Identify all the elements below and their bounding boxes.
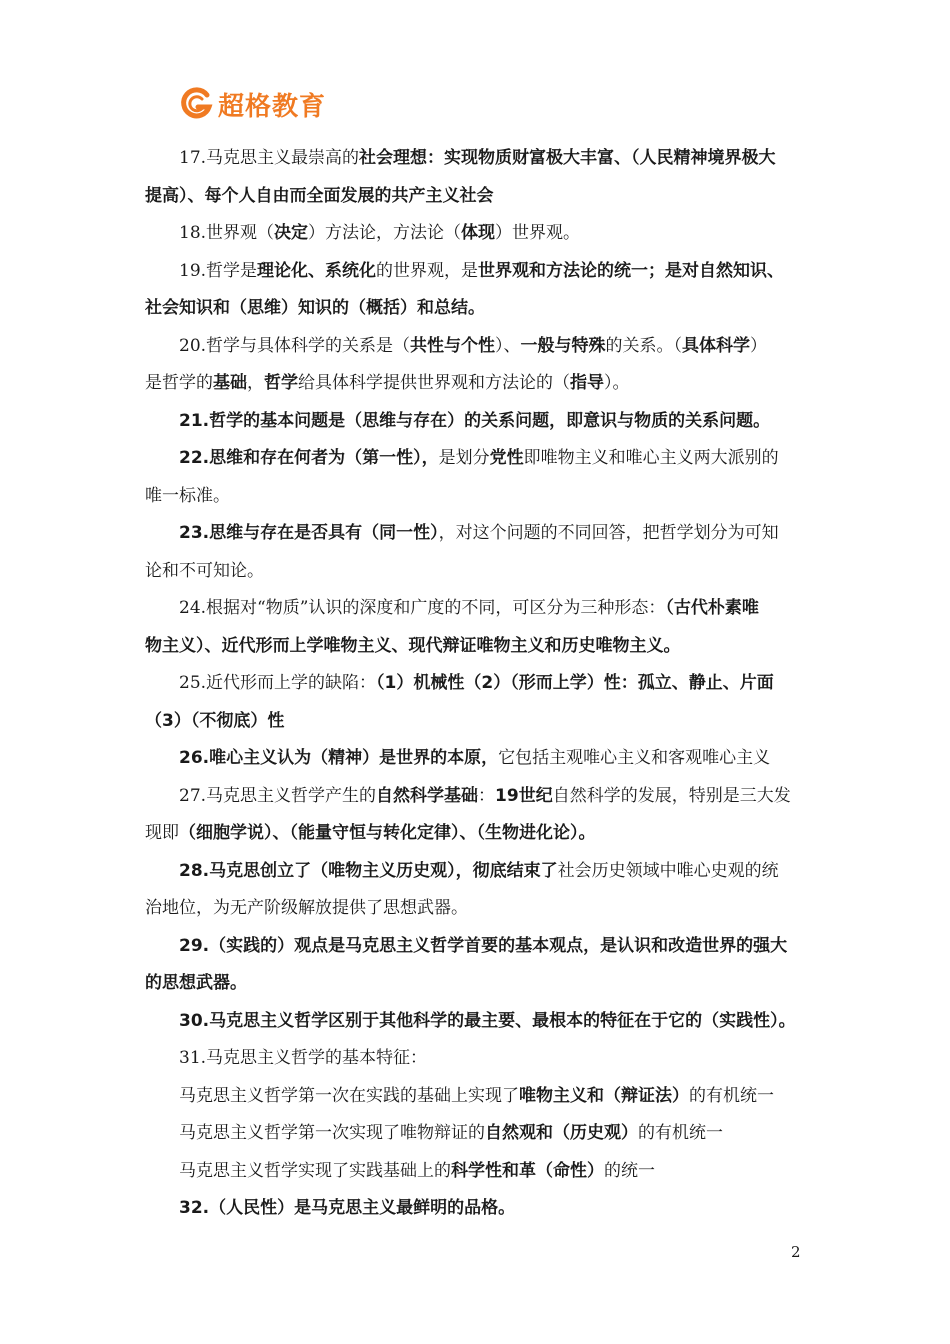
text-segment: 马克思主义哲学第一次实现了唯物辩证的: [179, 1123, 485, 1143]
text-line: [145, 853, 813, 891]
text-line: [145, 253, 813, 291]
bold-text: 26.唯心主义认为（精神）是世界的本原，: [179, 748, 499, 768]
text-segment: 社会历史领域中唯心史观的统: [557, 860, 779, 881]
text-segment: ）: [750, 335, 768, 356]
text-segment: 即唯物主义和唯心主义两大派别的: [523, 448, 779, 468]
text-segment: 的统一: [604, 1160, 655, 1181]
bold-text: 指导: [570, 373, 604, 393]
bold-text: 23.思维与存在是否具有（同一性）: [179, 523, 439, 543]
text-segment: ）方法论，方法论（: [308, 223, 462, 243]
text-segment: 治地位，为无产阶级解放提供了思想武器。: [145, 898, 468, 918]
text-line: [145, 1190, 813, 1228]
bold-text: 世界观和方法论的统一；是对自然知识、: [478, 260, 785, 281]
page-number: 2: [791, 1243, 801, 1261]
text-segment: 的有机统一: [689, 1085, 774, 1106]
text-line: [145, 628, 813, 666]
text-line: [145, 665, 813, 703]
text-segment: 现即: [145, 823, 179, 843]
text-segment: 是划分: [438, 448, 490, 468]
bold-text: 19世纪: [495, 785, 553, 806]
document-body: [145, 140, 813, 1228]
text-line: [145, 703, 813, 741]
bold-text: 体现: [461, 223, 496, 243]
text-line: [145, 1078, 813, 1116]
text-line: [145, 215, 813, 253]
text-line: [145, 365, 813, 403]
bold-text: 一般与特殊: [520, 335, 606, 356]
text-line: [145, 928, 813, 966]
text-line: [145, 290, 813, 328]
text-line: [145, 1003, 813, 1041]
text-segment: 的关系。（: [605, 335, 683, 356]
text-segment: 17.马克思主义最崇高的: [179, 148, 360, 168]
text-segment: 25.近代形而上学的缺陷：: [179, 673, 377, 693]
text-segment: 唯一标准。: [145, 485, 230, 506]
text-line: [145, 1115, 813, 1153]
text-segment: ，对这个问题的不同回答，把哲学划分为可知: [438, 523, 779, 543]
bold-text: 29.（实践的）观点是马克思主义哲学首要的基本观点，是认识和改造世界的强大: [179, 935, 788, 956]
text-line: [145, 140, 813, 178]
brand-logo: [180, 86, 326, 122]
text-line: [145, 965, 813, 1003]
text-segment: 18.世界观（: [179, 223, 275, 243]
bold-text: 哲学: [264, 373, 298, 393]
bold-text: 21.哲学的基本问题是（思维与存在）的关系问题，即意识与物质的关系问题。: [179, 410, 771, 431]
text-segment: 是哲学的: [145, 373, 213, 393]
text-line: [145, 590, 813, 628]
bold-text: 具体科学: [682, 335, 751, 356]
text-line: [145, 1040, 813, 1078]
text-segment: 19.哲学是: [179, 260, 258, 281]
text-segment: ）、: [495, 335, 521, 356]
bold-text: 自然科学基础: [376, 785, 479, 806]
text-segment: 自然科学的发展，特别是三大发: [552, 785, 791, 806]
text-segment: 31.马克思主义哲学的基本特征：: [179, 1048, 428, 1068]
bold-text: 自然观和（历史观）: [485, 1123, 638, 1143]
text-segment: 马克思主义哲学实现了实践基础上的: [179, 1160, 451, 1181]
text-line: [145, 515, 813, 553]
bold-text: 28.马克思创立了（唯物主义历史观），彻底结束了: [179, 860, 558, 881]
bold-text: 提高）、每个人自由而全面发展的共产主义社会: [145, 185, 494, 206]
text-line: [145, 178, 813, 216]
text-line: [145, 478, 813, 516]
brand-g-icon: [180, 87, 214, 121]
text-segment: ，: [247, 373, 264, 393]
bold-text: 决定: [274, 223, 309, 243]
bold-text: 党性: [489, 448, 524, 468]
bold-text: 理论化、系统化: [257, 260, 377, 281]
bold-text: 社会理想：实现物质财富极大丰富、（人民精神境界极大: [359, 148, 776, 168]
bold-text: 的思想武器。: [145, 973, 247, 993]
text-line: [145, 553, 813, 591]
text-line: [145, 815, 813, 853]
text-segment: ）。: [604, 373, 630, 393]
text-segment: 的有机统一: [638, 1123, 723, 1143]
text-line: [145, 740, 813, 778]
text-segment: 20.哲学与具体科学的关系是（: [179, 335, 411, 356]
text-line: [145, 890, 813, 928]
text-segment: 27.马克思主义哲学产生的: [179, 785, 377, 806]
text-segment: 的世界观，是: [376, 260, 479, 281]
bold-text: 共性与个性: [410, 335, 496, 356]
bold-text: 社会知识和（思维）知识的（概括）和总结。: [145, 298, 485, 318]
text-segment: 论和不可知论。: [145, 560, 264, 581]
text-line: [145, 328, 813, 366]
bold-text: 基础: [213, 373, 247, 393]
bold-text: 唯物主义和（辩证法）: [519, 1085, 689, 1106]
bold-text: （古代朴素唯: [665, 598, 759, 618]
text-line: [145, 403, 813, 441]
text-line: [145, 440, 813, 478]
text-segment: 24.根据对“物质”认识的深度和广度的不同，可区分为三种形态：: [179, 598, 666, 618]
text-segment: 马克思主义哲学第一次在实践的基础上实现了: [179, 1085, 519, 1106]
text-segment: ：: [478, 785, 496, 806]
bold-text: 30.马克思主义哲学区别于其他科学的最主要、最根本的特征在于它的（实践性）。: [179, 1010, 796, 1031]
bold-text: （1）机械性（2）（形而上学）性：孤立、静止、片面: [376, 673, 774, 693]
bold-text: 22.思维和存在何者为（第一性），: [179, 448, 439, 468]
bold-text: 科学性和革（命性）: [451, 1160, 604, 1181]
text-segment: 给具体科学提供世界观和方法论的（: [298, 373, 570, 393]
brand-name: 超格教育: [218, 91, 327, 122]
bold-text: 32.（人民性）是马克思主义最鲜明的品格。: [179, 1198, 516, 1218]
text-segment: 它包括主观唯心主义和客观唯心主义: [498, 748, 771, 768]
text-line: [145, 778, 813, 816]
bold-text: （3）（不彻底）性: [145, 710, 285, 731]
bold-text: 物主义）、近代形而上学唯物主义、现代辩证唯物主义和历史唯物主义。: [145, 635, 681, 656]
bold-text: （细胞学说）、（能量守恒与转化定律）、（生物进化论）。: [179, 823, 596, 843]
text-segment: ）世界观。: [495, 223, 581, 243]
text-line: [145, 1153, 813, 1191]
